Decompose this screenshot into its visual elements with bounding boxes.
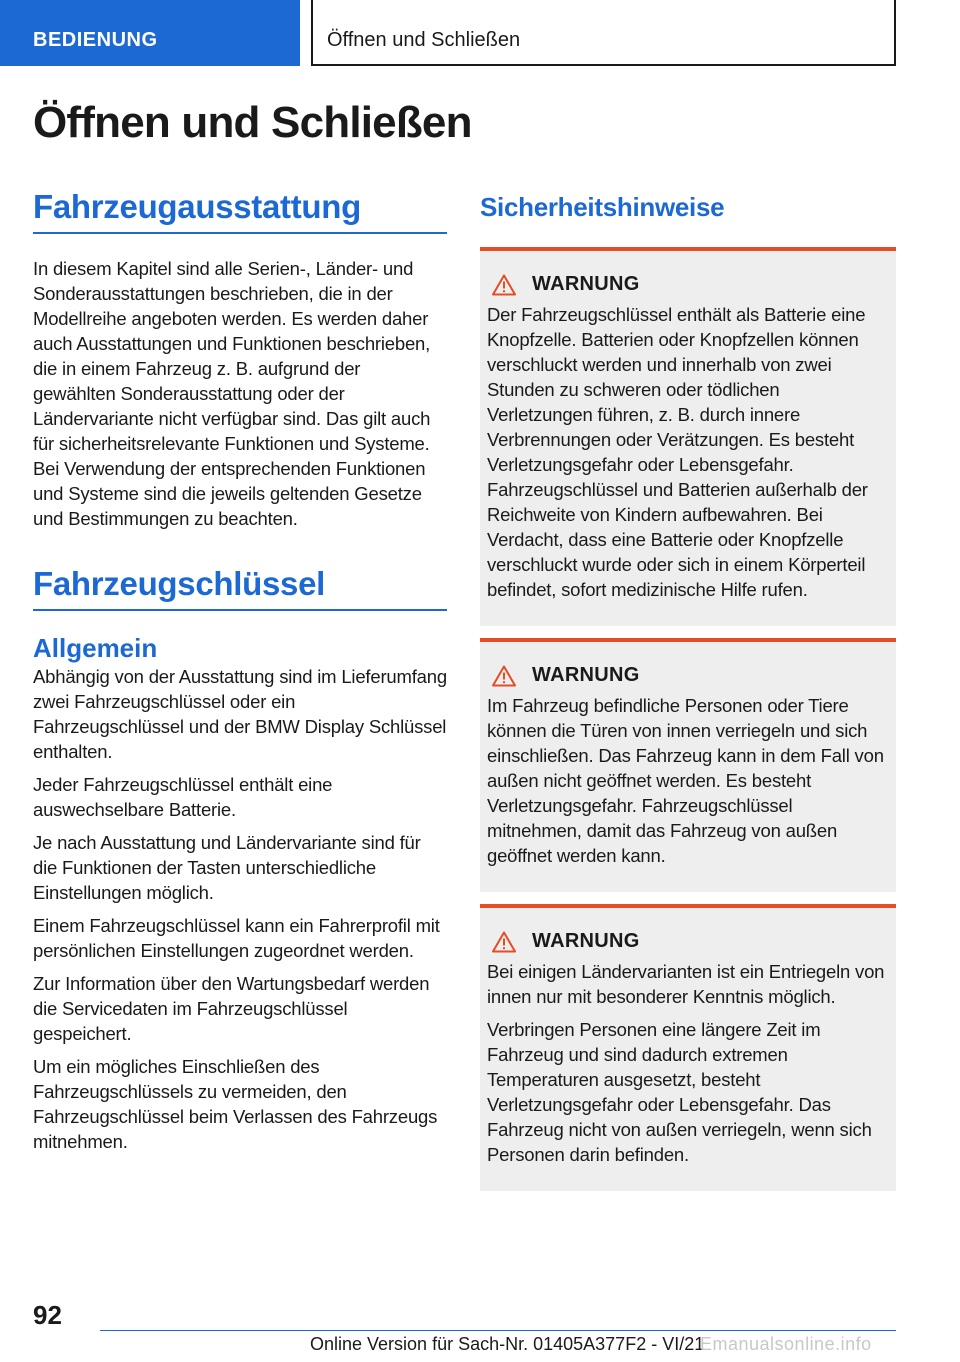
key-paragraph: Einem Fahrzeugschlüssel kann ein Fahrerprofil mit persönlichen Einstellungen zugeordnet werden. <box>33 915 440 961</box>
left-column <box>33 188 447 1162</box>
safety-heading: Sicherheitshinweise <box>480 192 725 222</box>
key-paragraph: Je nach Ausstattung und Ländervariante sind für die Funktionen der Tasten unterschiedliche Einstellungen möglich. <box>33 832 421 903</box>
equipment-heading: Fahrzeugausstattung <box>33 188 447 234</box>
warning-triangle-icon <box>492 665 516 687</box>
key-paragraph: Abhängig von der Ausstattung sind im Lieferumfang zwei Fahrzeugschlüssel oder ein Fahrzeugschlüssel und der BMW Display Schlüssel enthalten. <box>33 666 447 762</box>
warning-header <box>487 930 888 953</box>
page-header <box>0 0 960 66</box>
page-number: 92 <box>33 1300 62 1330</box>
key-paragraph: Um ein mögliches Einschließen des Fahrzeugschlüssels zu vermeiden, den Fahrzeugschlüssel beim Verlassen des Fahrzeugs mitnehmen. <box>33 1056 438 1152</box>
chapter-tab[interactable]: BEDIENUNG <box>0 0 300 66</box>
warning-triangle-icon <box>492 931 516 953</box>
footer-divider <box>100 1330 896 1331</box>
warning-title: WARNUNG <box>532 273 640 295</box>
warning-box <box>480 904 896 1191</box>
general-heading: Allgemein <box>33 633 158 663</box>
key-heading: Fahrzeugschlüssel <box>33 565 447 611</box>
warning-title: WARNUNG <box>532 664 640 686</box>
key-paragraph: Jeder Fahrzeugschlüssel enthält eine auswechselbare Batterie. <box>33 774 333 820</box>
warning-text: Der Fahrzeugschlüssel enthält als Batterie eine Knopfzelle. Batterien oder Knopfzellen können verschluckt werden und innerhalb von zwei Stunden zu schweren oder tödlichen Verletzungen führen, z. B. durch innere Verbrennungen oder Verätzungen. Es besteht Verletzungsgefahr oder Lebensgefahr. Fahrzeugschlüssel und Batterien außerhalb der Reichweite von Kindern aufbewahren. Bei Verdacht, dass eine Batterie oder Knopfzelle verschluckt wurde oder sich in einem Körperteil befindet, sofort medizinische Hilfe rufen. <box>487 304 868 600</box>
section-tab[interactable]: Öffnen und Schließen <box>311 0 896 66</box>
warning-text: Im Fahrzeug befindliche Personen oder Tiere können die Türen von innen verriegeln und sich einschließen. Das Fahrzeug kann in dem Fall von außen nicht geöffnet werden. Es besteht Verletzungsgefahr. Fahrzeugschlüssel mitnehmen, damit das Fahrzeug von außen geöffnet werden kann. <box>487 695 884 866</box>
warning-title: WARNUNG <box>532 930 640 952</box>
equipment-paragraph: In diesem Kapitel sind alle Serien-, Länder- und Sonderausstattungen beschrieben, die in der Modellreihe angeboten werden. Es werden daher auch Ausstattungen und Funktionen beschrieben, die in einem Fahrzeug z. B. aufgrund der gewählten Sonderausstattung oder der Ländervariante nicht verfügbar sind. Das gilt auch für sicherheitsrelevante Funktionen und Systeme. Bei Verwendung der entsprechenden Funktionen und Systeme sind die jeweils geltenden Gesetze und Bestimmungen zu beachten. <box>33 258 431 529</box>
watermark: Emanualsonline.info <box>700 1334 872 1354</box>
warning-box <box>480 638 896 892</box>
right-column <box>480 188 896 1203</box>
warning-box <box>480 247 896 626</box>
page-title: Öffnen und Schließen <box>33 98 472 147</box>
warning-text: Bei einigen Ländervarianten ist ein Entriegeln von innen nur mit besonderer Kenntnis möglich. <box>487 961 885 1007</box>
key-paragraph: Zur Information über den Wartungsbedarf werden die Servicedaten im Fahrzeugschlüssel gespeichert. <box>33 973 430 1044</box>
warning-triangle-icon <box>492 274 516 296</box>
footer-version: Online Version für Sach-Nr. 01405A377F2 - VI/21 <box>310 1334 705 1354</box>
warning-header <box>487 273 888 296</box>
warning-text: Verbringen Personen eine längere Zeit im Fahrzeug und sind dadurch extremen Temperaturen ausgesetzt, besteht Verletzungsgefahr oder Lebensgefahr. Das Fahrzeug nicht von außen verriegeln, wenn sich Personen darin befinden. <box>487 1019 872 1165</box>
warning-header <box>487 664 888 687</box>
